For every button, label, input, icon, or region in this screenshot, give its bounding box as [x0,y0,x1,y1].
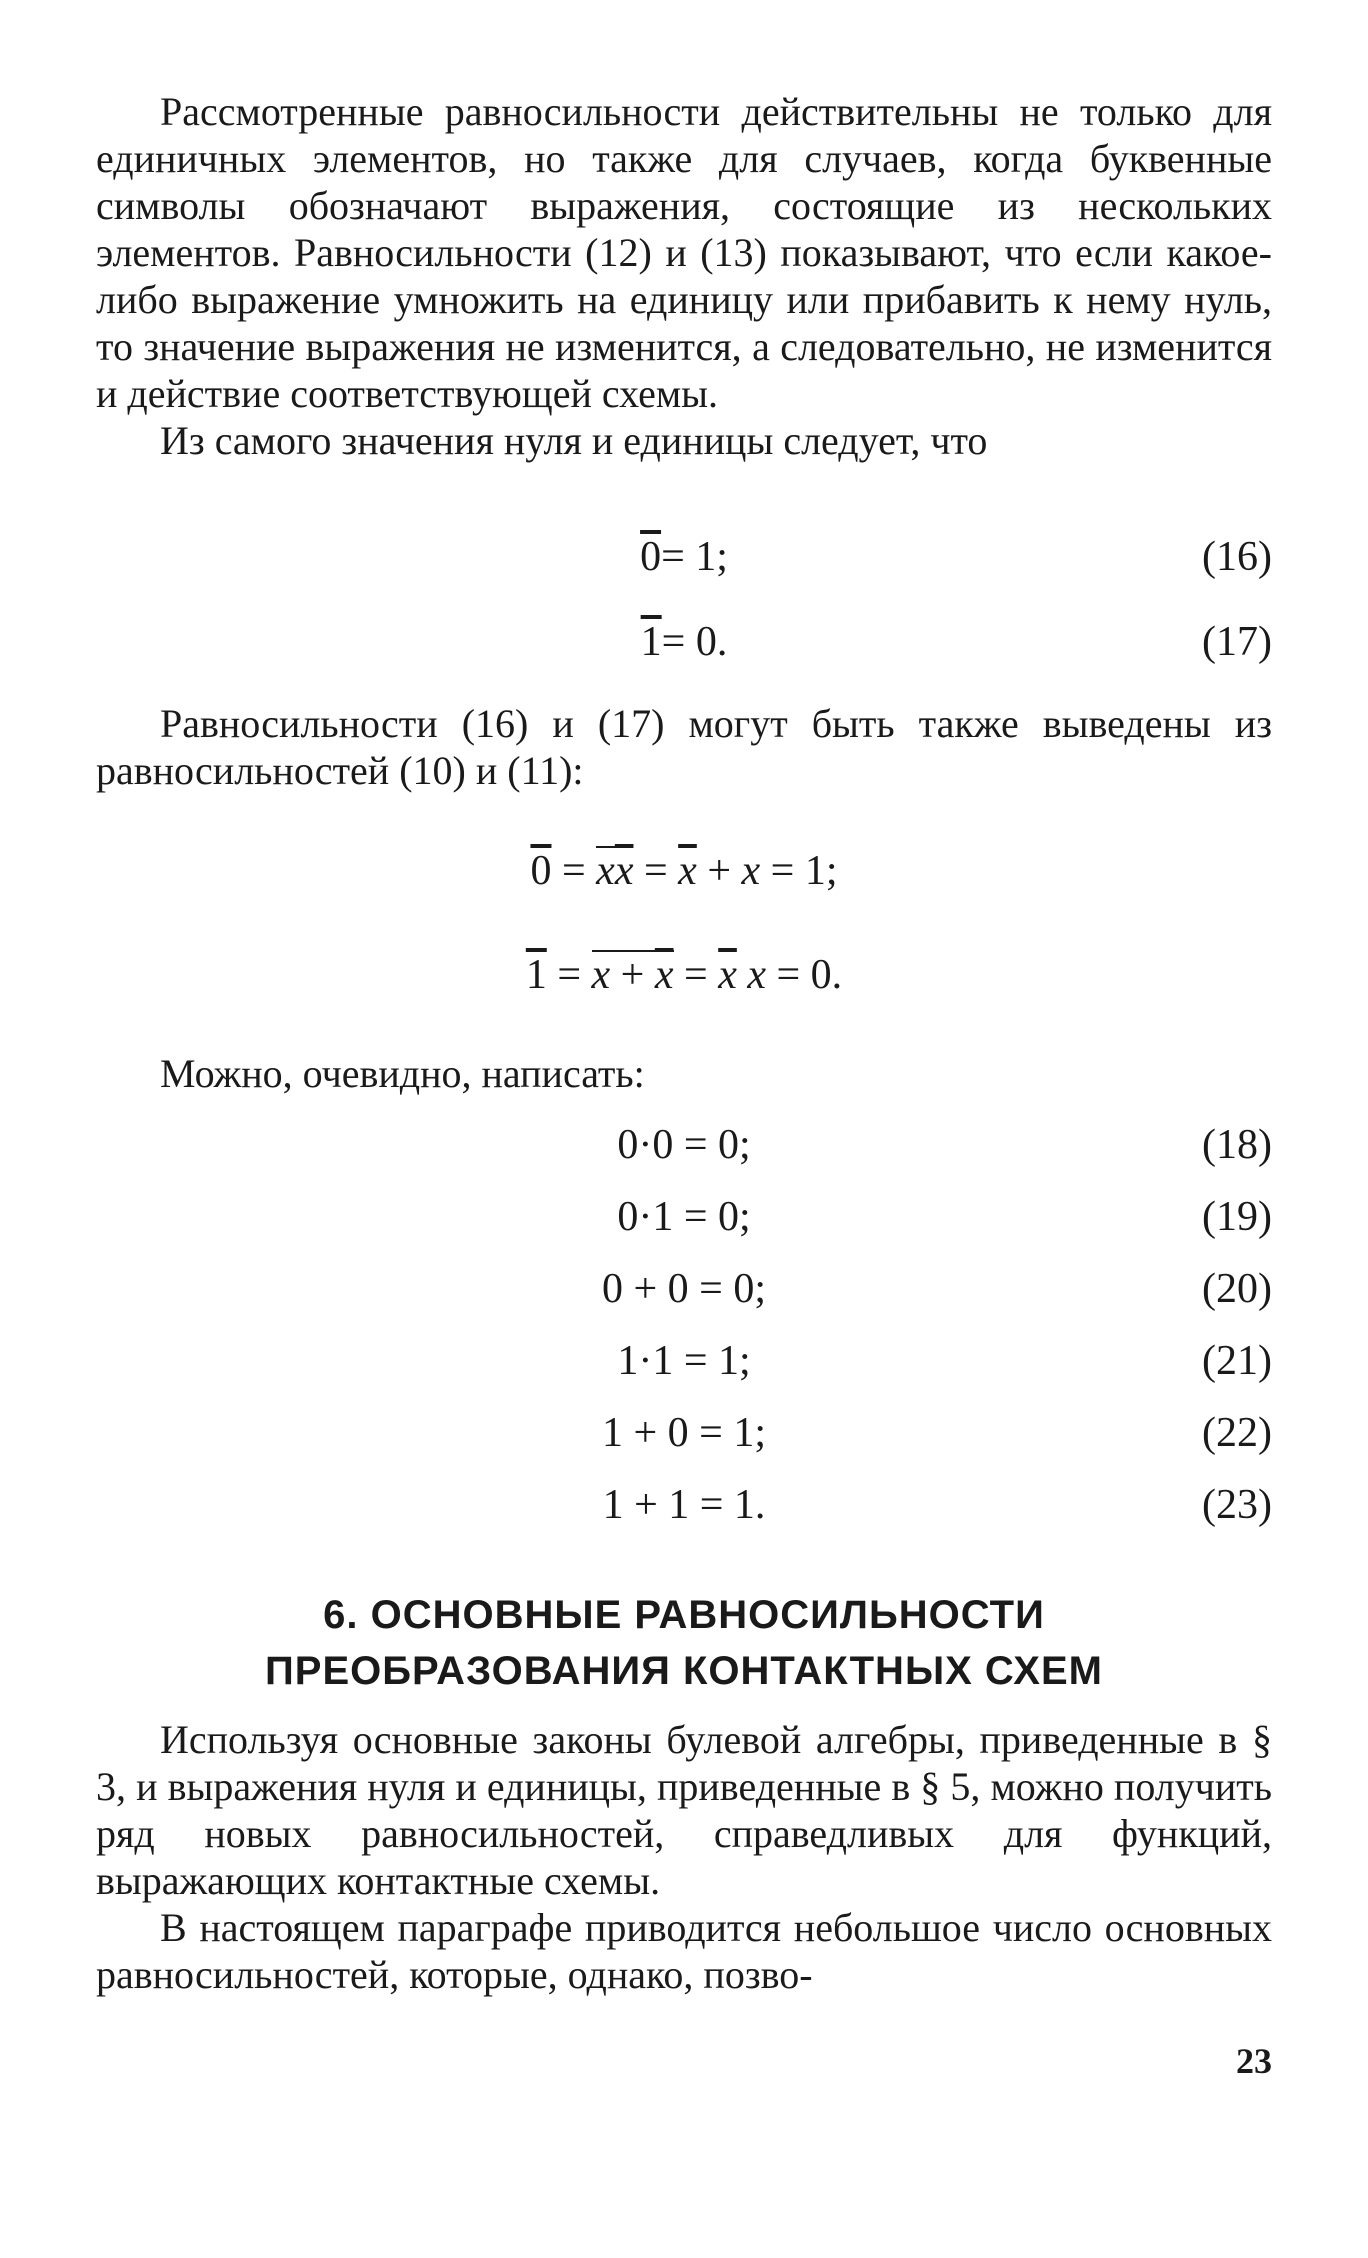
paragraph-equivalences-validity: Рассмотренные равносильности действительны не только для единичных элементов, но также для случаев, когда буквенные символы обозначают выражения, состоящие из нескольких элементов. Равносильности (12) и (13) показывают, что если какое-либо выражение умножить на единицу или прибавить к нему нуль, то значение выражения не изменится, а следовательно, не изменится и действие соответствующей схемы. [96,89,1272,416]
equation-17-expression: 1= 0. [640,619,728,665]
equation-20-expression: 0 + 0 = 0; [601,1266,767,1312]
equation-18-expression: 0·0 = 0; [617,1122,751,1168]
equation-19-number: (19) [1202,1194,1272,1240]
paragraph-new-equivalences: Используя основные законы булевой алгебры, приведенные в § 3, и выражения нуля и единицы, приведенные в § 5, можно получить ряд новых равносильностей, справедливых для функций, выражающих контактные схемы. [96,1717,1272,1903]
equation-23 [96,1478,1272,1532]
equation-16 [96,530,1272,584]
equation-18 [96,1118,1272,1172]
obvious-intro [96,1050,1272,1097]
paragraph-this-section: В настоящем параграфе приводится небольшое число основных равносильностей, которые, однако, позво- [96,1905,1272,1997]
equation-17 [96,615,1272,669]
derivation-zero-expression: $0 = x\overline{x} = \overline{x} + x = 1$; [530,848,838,894]
page-number: 23 [1236,2041,1272,2081]
derivation-one-expression: $1 = x + \overline{x} = \overline{x}$ x = 0. [525,952,843,998]
equation-17-number: (17) [1202,619,1272,665]
paragraph-obvious: Можно, очевидно, написать: [160,1051,645,1096]
equation-22 [96,1406,1272,1460]
section-heading-line-2: ПРЕОБРАЗОВАНИЯ КОНТАКТНЫХ СХЕМ [265,1649,1103,1693]
derivation-zero [96,840,1272,902]
equation-22-number: (22) [1202,1410,1272,1456]
equation-22-expression: 1 + 0 = 1; [601,1410,767,1456]
intro-block [96,88,1272,464]
paragraph-zero-one-meaning: Из самого значения нуля и единицы следует, что [160,418,988,463]
paragraph-derivation-source: Равносильности (16) и (17) могут быть также выведены из равносильностей (10) и (11): [96,701,1272,793]
equation-19 [96,1190,1272,1244]
equation-21-number: (21) [1202,1338,1272,1384]
equation-16-expression: 0= 1; [640,534,728,580]
section-heading-line-1: 6. ОСНОВНЫЕ РАВНОСИЛЬНОСТИ [323,1593,1045,1637]
equation-20-number: (20) [1202,1266,1272,1312]
derivation-one [96,944,1272,1006]
section-body [96,1716,1272,1998]
derivation-intro [96,700,1272,794]
equation-23-expression: 1 + 1 = 1. [602,1482,766,1528]
equation-20 [96,1262,1272,1316]
equation-19-expression: 0·1 = 0; [617,1194,751,1240]
equation-18-number: (18) [1202,1122,1272,1168]
equation-21-expression: 1·1 = 1; [617,1338,751,1384]
equation-21 [96,1334,1272,1388]
equation-23-number: (23) [1202,1482,1272,1528]
equation-16-number: (16) [1202,534,1272,580]
